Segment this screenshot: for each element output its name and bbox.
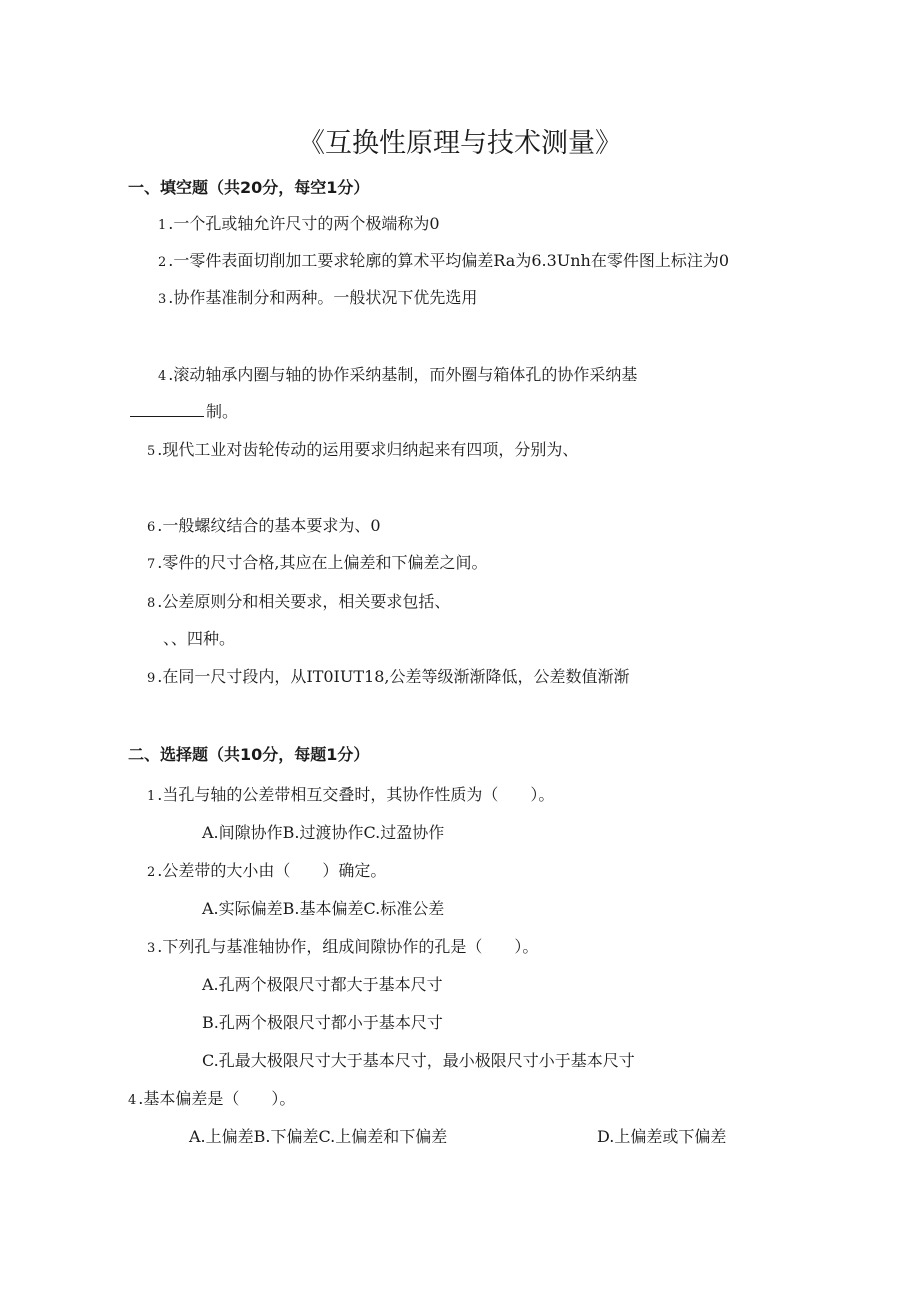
question-item	[147, 590, 450, 616]
question-text: .协作基准制分和两种。一般状况下优先选用	[168, 288, 478, 307]
question-item	[147, 438, 578, 464]
question-number: 2	[147, 865, 156, 880]
question-text: .一零件表面切削加工要求轮廓的算术平均偏差Ra为6.3Unh在零件图上标注为0	[168, 251, 730, 270]
document-title: 《互换性原理与技术测量》	[298, 128, 622, 159]
question-number: 5	[147, 444, 156, 459]
question-number: 7	[147, 557, 156, 572]
question-item	[147, 859, 386, 885]
question-item	[158, 363, 637, 389]
answer-options: A.间隙协作B.过渡协作C.过盈协作	[202, 823, 445, 842]
question-number: 4	[128, 1093, 137, 1108]
question-number: 1	[147, 789, 156, 804]
answer-option-b: B.孔两个极限尺寸都小于基本尺寸	[202, 1013, 443, 1032]
answer-options: A.上偏差B.下偏差C.上偏差和下偏差	[189, 1127, 448, 1146]
answer-option-d: D.上偏差或下偏差	[597, 1127, 727, 1146]
answer-option-c: C.孔最大极限尺寸大于基本尺寸，最小极限尺寸小于基本尺寸	[202, 1051, 635, 1070]
question-text: .基本偏差是（ ）。	[138, 1089, 296, 1108]
question-number: 3	[158, 292, 167, 307]
question-number: 2	[158, 255, 167, 270]
continuation-text: 制。	[206, 402, 239, 421]
question-item	[147, 665, 629, 691]
question-number: 4	[158, 369, 167, 384]
answer-options: A.实际偏差B.基本偏差C.标准公差	[202, 899, 445, 918]
question-text: .零件的尺寸合格,其应在上偏差和下偏差之间。	[157, 553, 488, 572]
question-text: .现代工业对齿轮传动的运用要求归纳起来有四项，分别为、	[157, 440, 579, 459]
question-number: 3	[147, 941, 156, 956]
question-item	[147, 551, 487, 577]
question-item	[147, 514, 381, 540]
question-text: .公差原则分和相关要求，相关要求包括、	[157, 592, 451, 611]
question-text: .当孔与轴的公差带相互交叠时，其协作性质为（ ）。	[157, 785, 555, 804]
question-text: .在同一尺寸段内，从IT0IUT18,公差等级渐渐降低，公差数值渐渐	[157, 667, 630, 686]
question-text: .下列孔与基准轴协作，组成间隙协作的孔是（ ）。	[157, 937, 539, 956]
question-continuation	[130, 400, 238, 424]
question-number: 1	[158, 218, 167, 233]
continuation-text: 、、四种。	[163, 629, 236, 648]
question-number: 8	[147, 596, 156, 611]
question-item	[147, 783, 554, 809]
question-text: .一般螺纹结合的基本要求为、0	[157, 516, 381, 535]
question-number: 6	[147, 520, 156, 535]
question-text: .一个孔或轴允许尺寸的两个极端称为0	[168, 214, 440, 233]
question-item	[158, 249, 729, 275]
answer-option-a: A.孔两个极限尺寸都大于基本尺寸	[202, 975, 443, 994]
question-item	[128, 1087, 295, 1113]
question-continuation	[163, 627, 235, 651]
question-item	[147, 935, 538, 961]
section-heading-multiple-choice: 二、选择题（共10分，每题1分）	[128, 745, 370, 764]
question-number: 9	[147, 671, 156, 686]
section-heading-fill-in: 一、填空题（共20分，每空1分）	[128, 178, 370, 197]
question-text: .滚动轴承内圈与轴的协作采纳基制，而外圈与箱体孔的协作采纳基	[168, 365, 638, 384]
question-item	[158, 286, 477, 312]
question-text: .公差带的大小由（ ）确定。	[157, 861, 387, 880]
question-item	[158, 212, 440, 238]
answer-blank	[130, 400, 204, 417]
